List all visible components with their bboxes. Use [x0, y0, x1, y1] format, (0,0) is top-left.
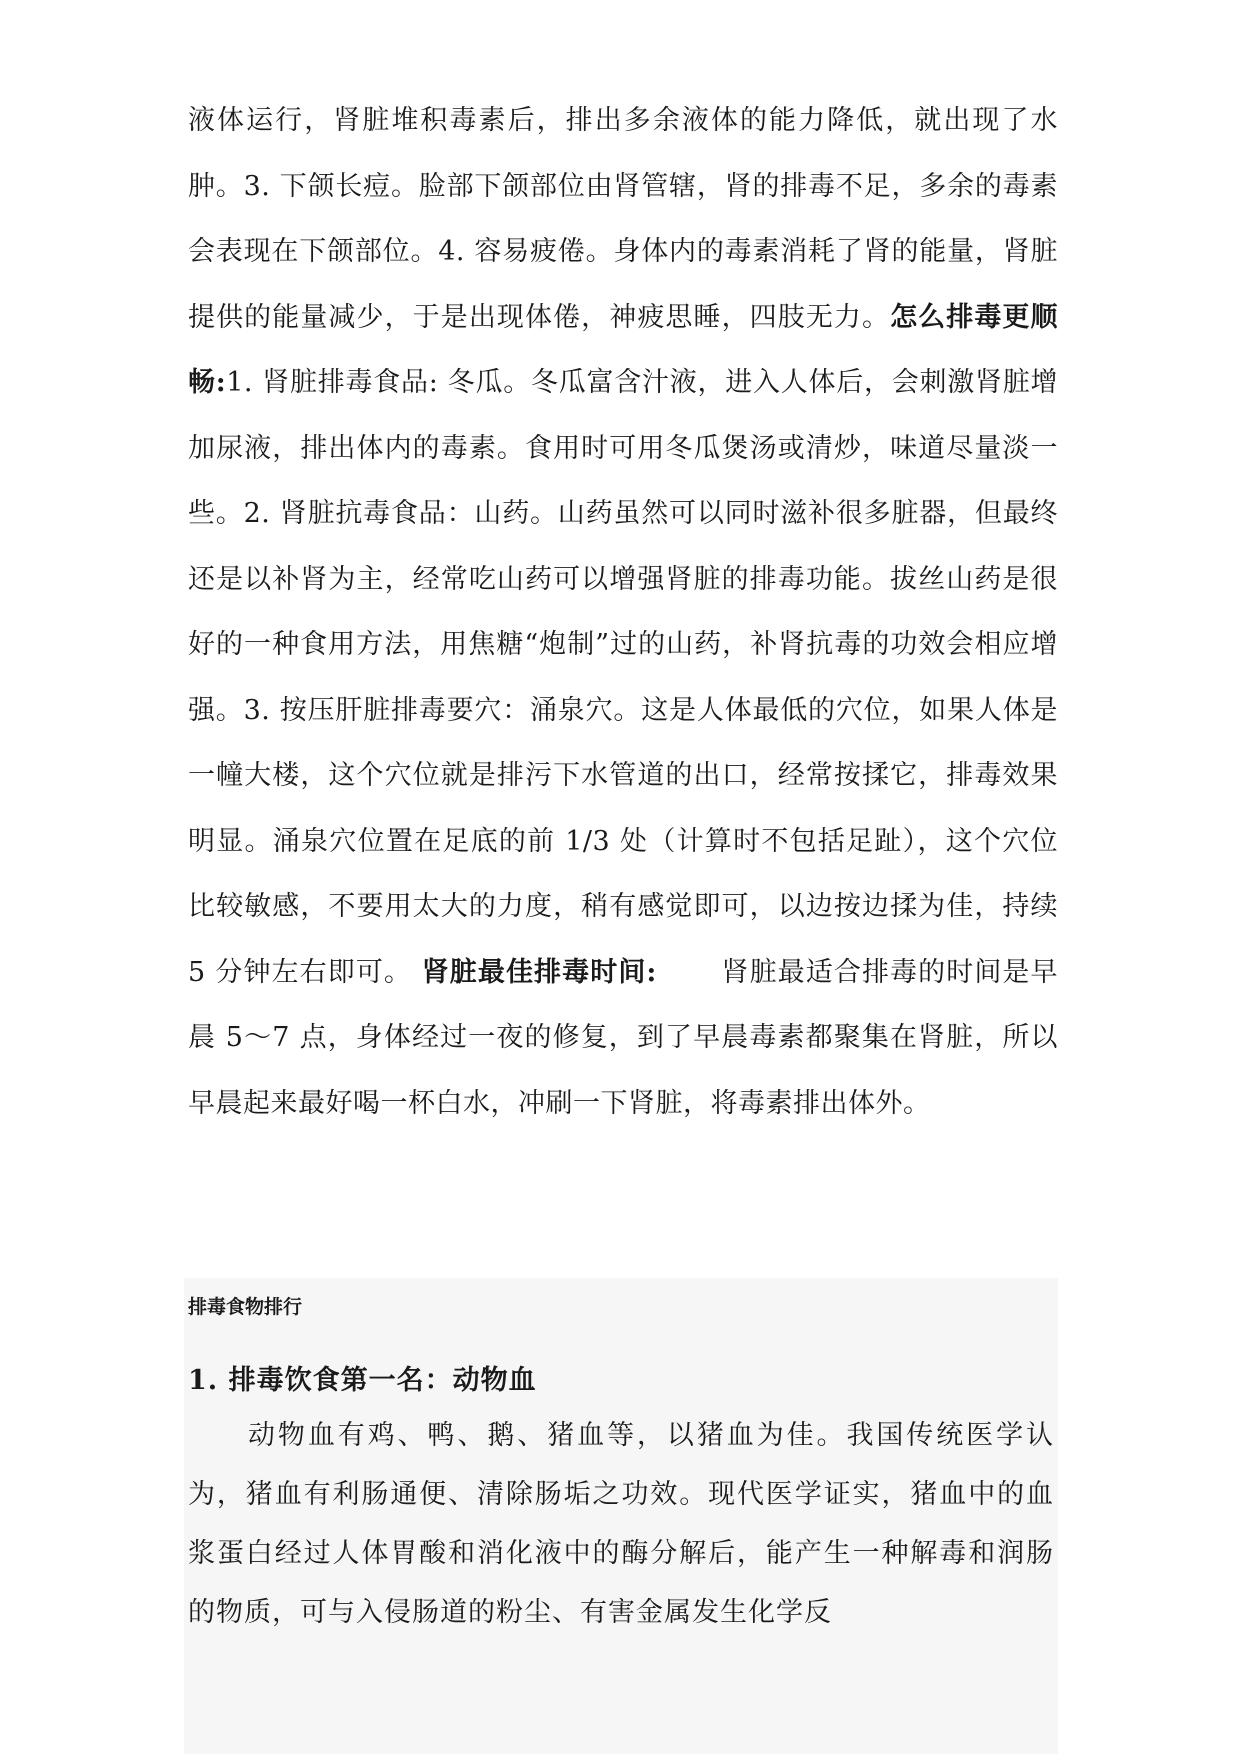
detox-methods-heading: 怎么排毒更顺畅:	[188, 301, 1059, 398]
food-item-body: 动物血有鸡、鸭、鹅、猪血等，以猪血为佳。我国传统医学认为，猪血有利肠通便、清除肠垢之功效。现代医学证实，猪血中的血浆蛋白经过人体胃酸和消化液中的酶分解后，能产生一种解毒和润肠的物质，可与入侵肠道的粉尘、有害金属发生化学反	[188, 1420, 1054, 1628]
symptoms-text: 液体运行，肾脏堆积毒素后，排出多余液体的能力降低，就出现了水肿。3. 下颌长痘。脸部下颌部位由肾管辖，肾的排毒不足，多余的毒素会表现在下颌部位。4. 容易疲倦。身体内的毒素消耗了肾的能量，肾脏提供的能量减少，于是出现体倦，神疲思睡，四肢无力。	[188, 105, 1058, 333]
best-time-text: 肾脏最适合排毒的时间是早晨 5～7 点，身体经过一夜的修复，到了早晨毒素都聚集在肾脏，所以早晨起来最好喝一杯白水，冲刷一下肾脏，将毒素排出体外。	[188, 956, 1059, 1119]
document-page	[188, 88, 1058, 1136]
section-title: 排毒食物排行	[188, 1296, 303, 1318]
detox-food-ranking-section	[184, 1278, 1058, 1754]
best-time-heading: 肾脏最佳排毒时间:	[421, 956, 657, 988]
detox-methods-text: 1. 肾脏排毒食品: 冬瓜。冬瓜富含汁液，进入人体后，会刺激肾脏增加尿液，排出体内的毒素。食用时可用冬瓜煲汤或清炒，味道尽量淡一些。2. 肾脏抗毒食品：山药。山药虽然可以同时滋补很多脏器，但最终还是以补肾为主，经常吃山药可以增强肾脏的排毒功能。拔丝山药是很好的一种食用方法，用焦糖“炮制”过的山药，补肾抗毒的功效会相应增强。3. 按压肝脏排毒要穴：涌泉穴。这是人体最低的穴位，如果人体是一幢大楼，这个穴位就是排污下水管道的出口，经常按揉它，排毒效果明显。涌泉穴位置在足底的前 1/3 处（计算时不包括足趾），这个穴位比较敏感，不要用太大的力度，稍有感觉即可，以边按边揉为佳，持续 5 分钟左右即可。	[188, 367, 1058, 988]
food-item-heading: 1. 排毒饮食第一名：动物血	[188, 1365, 537, 1396]
kidney-detox-paragraph	[188, 88, 1058, 1136]
